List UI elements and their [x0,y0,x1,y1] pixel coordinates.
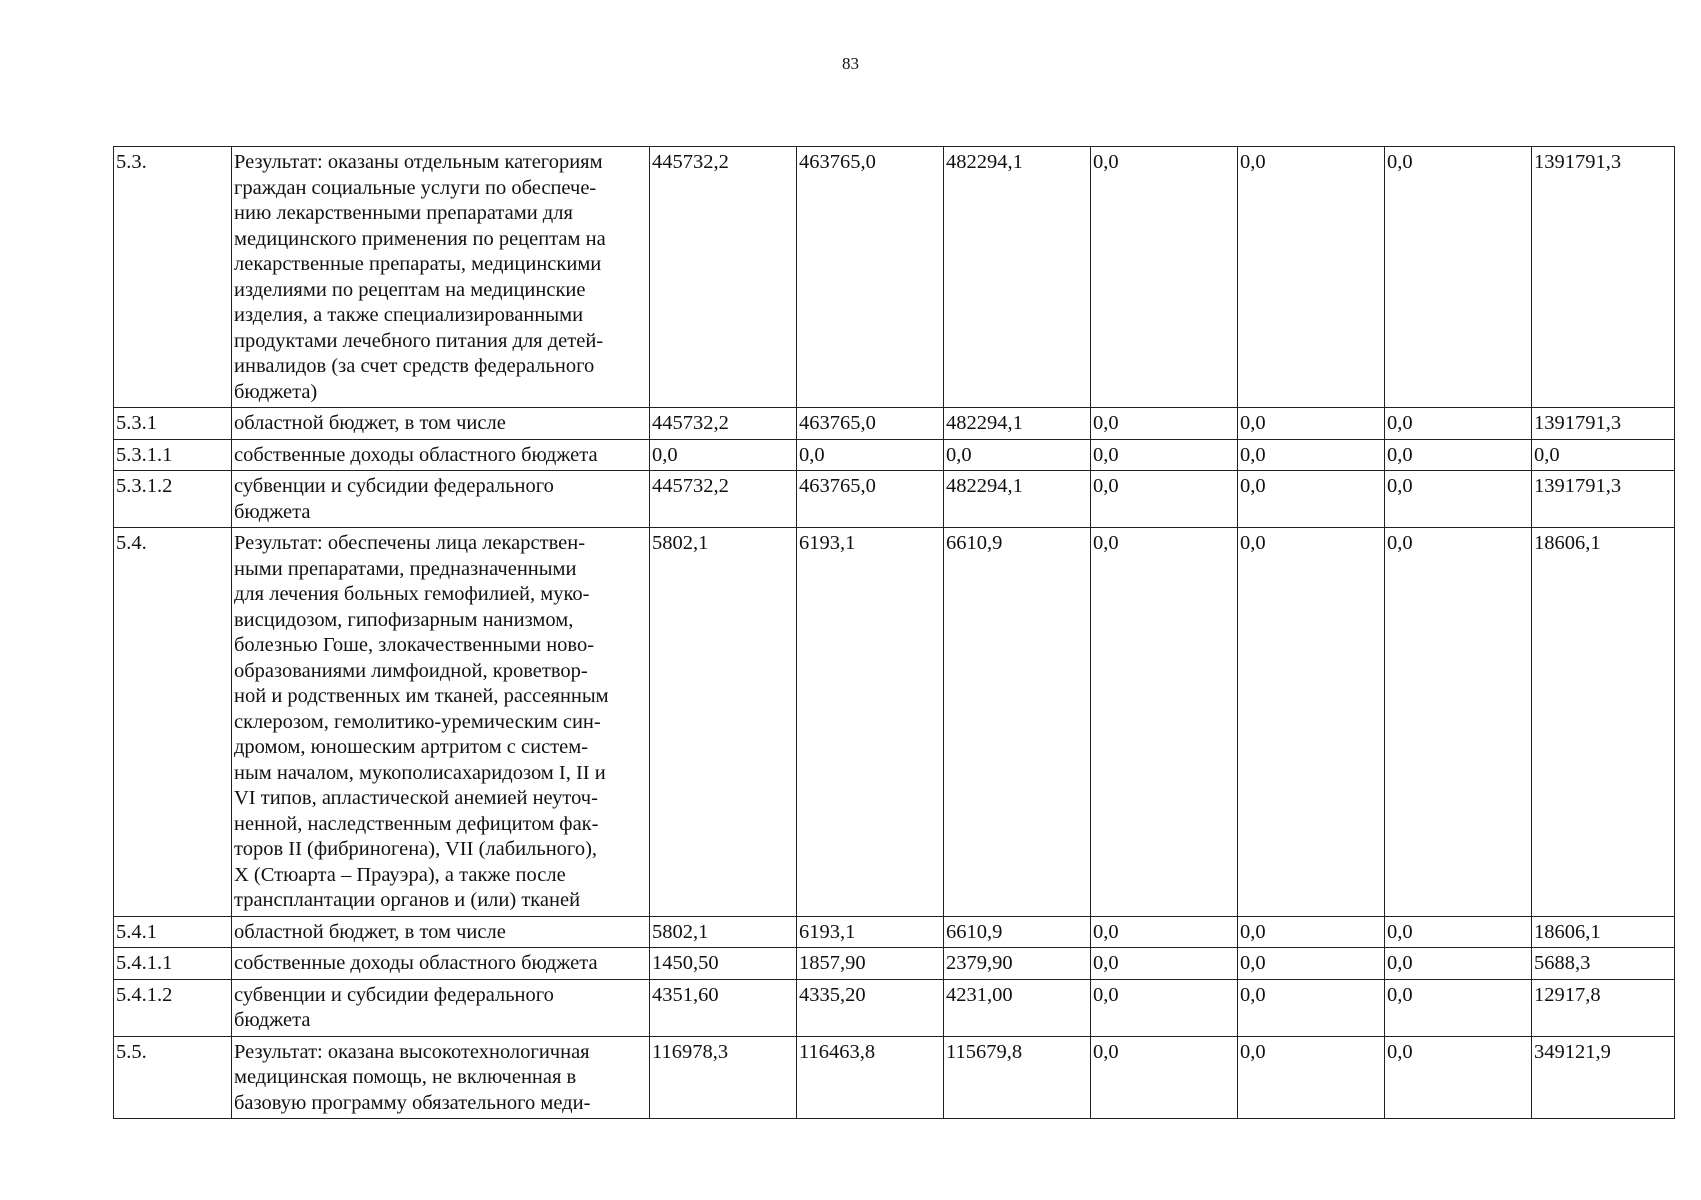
value-total: 18606,1 [1532,528,1675,917]
description-line: областной бюджет, в том числе [234,920,506,943]
description-line: нию лекарственными препаратами для [234,202,573,224]
row-number: 5.3.1 [114,408,232,440]
table-row [114,916,1675,948]
value-col-3: 482294,1 [944,147,1091,408]
description-line: склерозом, гемолитико-уремическим син- [234,710,601,733]
value-col-3: 6610,9 [944,528,1091,917]
description-line: VI типов, апластической анемией неуточ- [234,787,598,809]
description-line: образованиями лимфоидной, кроветвор- [234,659,588,682]
description-line: ной и родственных им тканей, рассеянным [234,685,609,707]
value-col-6: 0,0 [1385,439,1532,471]
page-number: 83 [842,54,859,73]
value-col-2: 6193,1 [797,528,944,917]
value-total: 0,0 [1532,439,1675,471]
value-col-4: 0,0 [1091,1036,1238,1119]
description-line: торов II (фибриногена), VII (лабильного), [234,838,598,860]
value-col-3: 115679,8 [944,1036,1091,1119]
table-row [114,948,1675,980]
value-col-4: 0,0 [1091,408,1238,440]
value-total: 12917,8 [1532,979,1675,1036]
value-col-4: 0,0 [1091,948,1238,980]
value-col-1: 0,0 [650,439,797,471]
description-line: медицинского применения по рецептам на [234,227,606,250]
value-total: 5688,3 [1532,948,1675,980]
value-total: 349121,9 [1532,1036,1675,1119]
value-total: 1391791,3 [1532,147,1675,408]
value-col-6: 0,0 [1385,948,1532,980]
value-col-3: 482294,1 [944,408,1091,440]
description-line: бюджета) [234,380,318,403]
value-col-2: 463765,0 [797,471,944,528]
value-col-3: 482294,1 [944,471,1091,528]
table-row [114,408,1675,440]
description-line: X (Стюарта – Прауэра), а также после [234,863,566,886]
row-number: 5.3. [114,147,232,408]
description-line: Результат: оказаны отдельным категориям [234,151,603,173]
value-col-5: 0,0 [1238,916,1385,948]
value-col-3: 0,0 [944,439,1091,471]
description-line: изделия, а также специализированными [234,304,584,326]
value-total: 1391791,3 [1532,471,1675,528]
table-row [114,979,1675,1036]
value-col-1: 5802,1 [650,528,797,917]
value-col-4: 0,0 [1091,471,1238,528]
value-col-2: 463765,0 [797,408,944,440]
value-total: 18606,1 [1532,916,1675,948]
description-line: субвенции и субсидии федерального [234,983,554,1006]
description-line: ненной, наследственным дефицитом фак- [234,812,599,835]
description-line: инвалидов (за счет средств федерального [234,355,595,377]
value-col-5: 0,0 [1238,471,1385,528]
value-col-1: 116978,3 [650,1036,797,1119]
description-line: трансплантации органов и (или) тканей [234,889,581,911]
row-description [232,1036,650,1119]
value-col-1: 4351,60 [650,979,797,1036]
value-col-2: 463765,0 [797,147,944,408]
value-col-6: 0,0 [1385,979,1532,1036]
description-line: лекарственные препараты, медицинскими [234,253,602,275]
value-col-1: 445732,2 [650,471,797,528]
row-description [232,471,650,528]
row-description [232,916,650,948]
description-line: областной бюджет, в том числе [234,412,506,434]
value-col-5: 0,0 [1238,528,1385,917]
row-description [232,528,650,917]
value-col-2: 1857,90 [797,948,944,980]
description-line: продуктами лечебного питания для детей- [234,329,604,352]
description-line: медицинская помощь, не включенная в [234,1066,577,1088]
value-col-6: 0,0 [1385,471,1532,528]
value-col-4: 0,0 [1091,147,1238,408]
description-line: собственные доходы областного бюджета [234,443,598,466]
table-row [114,1036,1675,1119]
description-line: Результат: оказана высокотехнологичная [234,1040,590,1063]
row-number: 5.4.1.2 [114,979,232,1036]
value-col-6: 0,0 [1385,1036,1532,1119]
row-number: 5.3.1.1 [114,439,232,471]
description-line: для лечения больных гемофилией, муко- [234,583,590,605]
value-col-4: 0,0 [1091,916,1238,948]
value-col-4: 0,0 [1091,979,1238,1036]
value-col-6: 0,0 [1385,528,1532,917]
description-line: изделиями по рецептам на медицинские [234,278,586,301]
table-row [114,147,1675,408]
description-line: собственные доходы областного бюджета [234,952,598,974]
value-col-2: 4335,20 [797,979,944,1036]
value-col-1: 445732,2 [650,147,797,408]
value-col-4: 0,0 [1091,439,1238,471]
row-description [232,979,650,1036]
budget-table [113,146,1675,1119]
value-col-3: 2379,90 [944,948,1091,980]
description-line: бюджета [234,500,311,523]
table-row [114,439,1675,471]
value-col-5: 0,0 [1238,408,1385,440]
description-line: субвенции и субсидии федерального [234,475,554,497]
row-description [232,147,650,408]
row-number: 5.4.1 [114,916,232,948]
value-col-2: 116463,8 [797,1036,944,1119]
row-description [232,408,650,440]
description-line: граждан социальные услуги по обеспече- [234,176,597,199]
value-col-4: 0,0 [1091,528,1238,917]
table-row [114,471,1675,528]
description-line: Результат: обеспечены лица лекарствен- [234,532,586,554]
value-col-2: 0,0 [797,439,944,471]
value-col-5: 0,0 [1238,979,1385,1036]
description-line: висцидозом, гипофизарным нанизмом, [234,608,574,631]
value-col-1: 5802,1 [650,916,797,948]
value-col-5: 0,0 [1238,1036,1385,1119]
table-row [114,528,1675,917]
row-number: 5.4.1.1 [114,948,232,980]
value-col-6: 0,0 [1385,147,1532,408]
description-line: дромом, юношеским артритом с систем- [234,736,589,758]
row-description [232,948,650,980]
row-number: 5.5. [114,1036,232,1119]
value-col-2: 6193,1 [797,916,944,948]
value-col-3: 6610,9 [944,916,1091,948]
description-line: бюджета [234,1009,311,1031]
description-line: ным началом, мукополисахаридозом I, II и [234,761,606,784]
value-col-5: 0,0 [1238,439,1385,471]
value-col-5: 0,0 [1238,948,1385,980]
description-line: болезнью Гоше, злокачественными ново- [234,634,595,656]
value-col-5: 0,0 [1238,147,1385,408]
row-number: 5.4. [114,528,232,917]
description-line: ными препаратами, предназначенными [234,557,577,580]
value-col-3: 4231,00 [944,979,1091,1036]
value-col-6: 0,0 [1385,916,1532,948]
table-body [114,147,1675,1119]
value-col-1: 1450,50 [650,948,797,980]
row-description [232,439,650,471]
row-number: 5.3.1.2 [114,471,232,528]
value-col-6: 0,0 [1385,408,1532,440]
value-col-1: 445732,2 [650,408,797,440]
value-total: 1391791,3 [1532,408,1675,440]
description-line: базовую программу обязательного меди- [234,1091,591,1114]
